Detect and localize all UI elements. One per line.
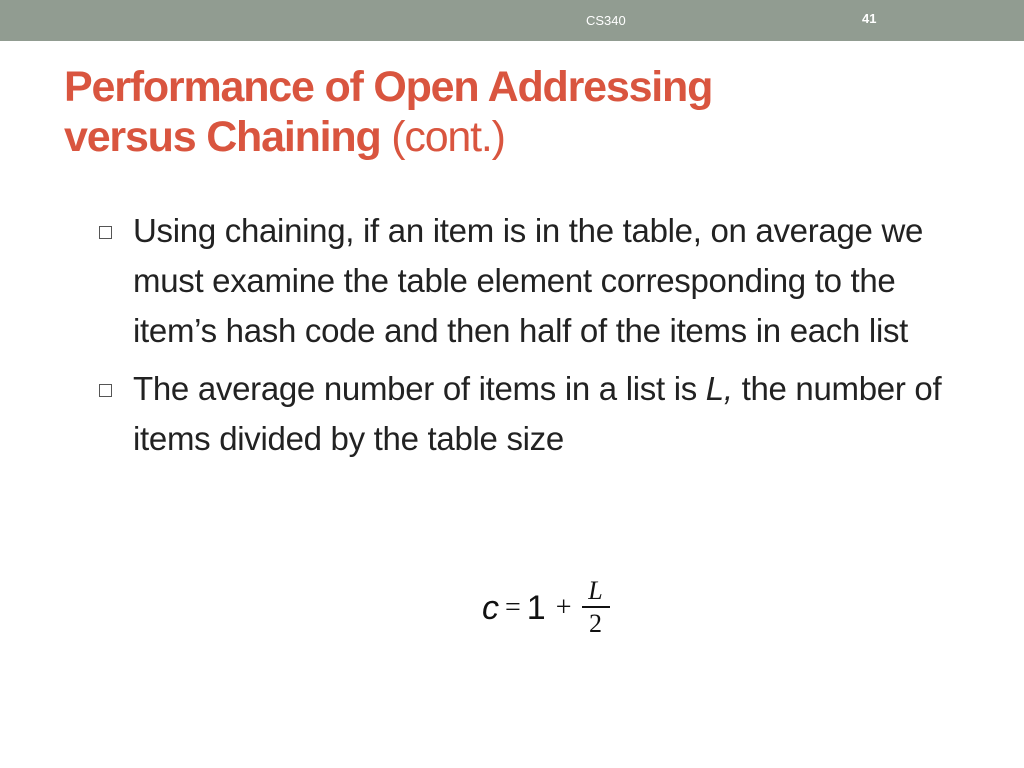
- square-bullet-icon: [99, 384, 112, 397]
- title-line-1: Performance of Open Addressing: [64, 63, 713, 111]
- header-bar: [0, 0, 1024, 41]
- title-line-2-bold: versus Chaining: [64, 113, 381, 161]
- bullet-item: [98, 364, 978, 464]
- title-line-2: [64, 112, 964, 162]
- formula: [482, 572, 610, 644]
- slide-title: [64, 62, 964, 162]
- formula-fraction: [582, 576, 610, 640]
- bullet-text-before: The average number of items in a list is: [133, 370, 706, 407]
- course-label: CS340: [586, 13, 626, 28]
- formula-plus: +: [555, 592, 572, 623]
- formula-equals: =: [505, 592, 521, 623]
- formula-lhs: c: [482, 588, 499, 627]
- square-bullet-icon: [99, 226, 112, 239]
- bullet-item: [98, 206, 978, 356]
- bullet-list: [98, 206, 978, 472]
- fraction-denominator: 2: [589, 608, 603, 638]
- title-line-2-normal: (cont.): [391, 113, 505, 161]
- bullet-text: Using chaining, if an item is in the table, on average we must examine the table element corresponding to the item’s hash code and then half of the items in each list: [133, 212, 924, 349]
- bullet-emphasis: L,: [705, 370, 733, 407]
- fraction-numerator: L: [588, 576, 603, 606]
- formula-one: 1: [526, 588, 546, 627]
- slide-number: 41: [862, 11, 877, 26]
- bullet-text-after: the number of items divided by the table size: [133, 370, 942, 457]
